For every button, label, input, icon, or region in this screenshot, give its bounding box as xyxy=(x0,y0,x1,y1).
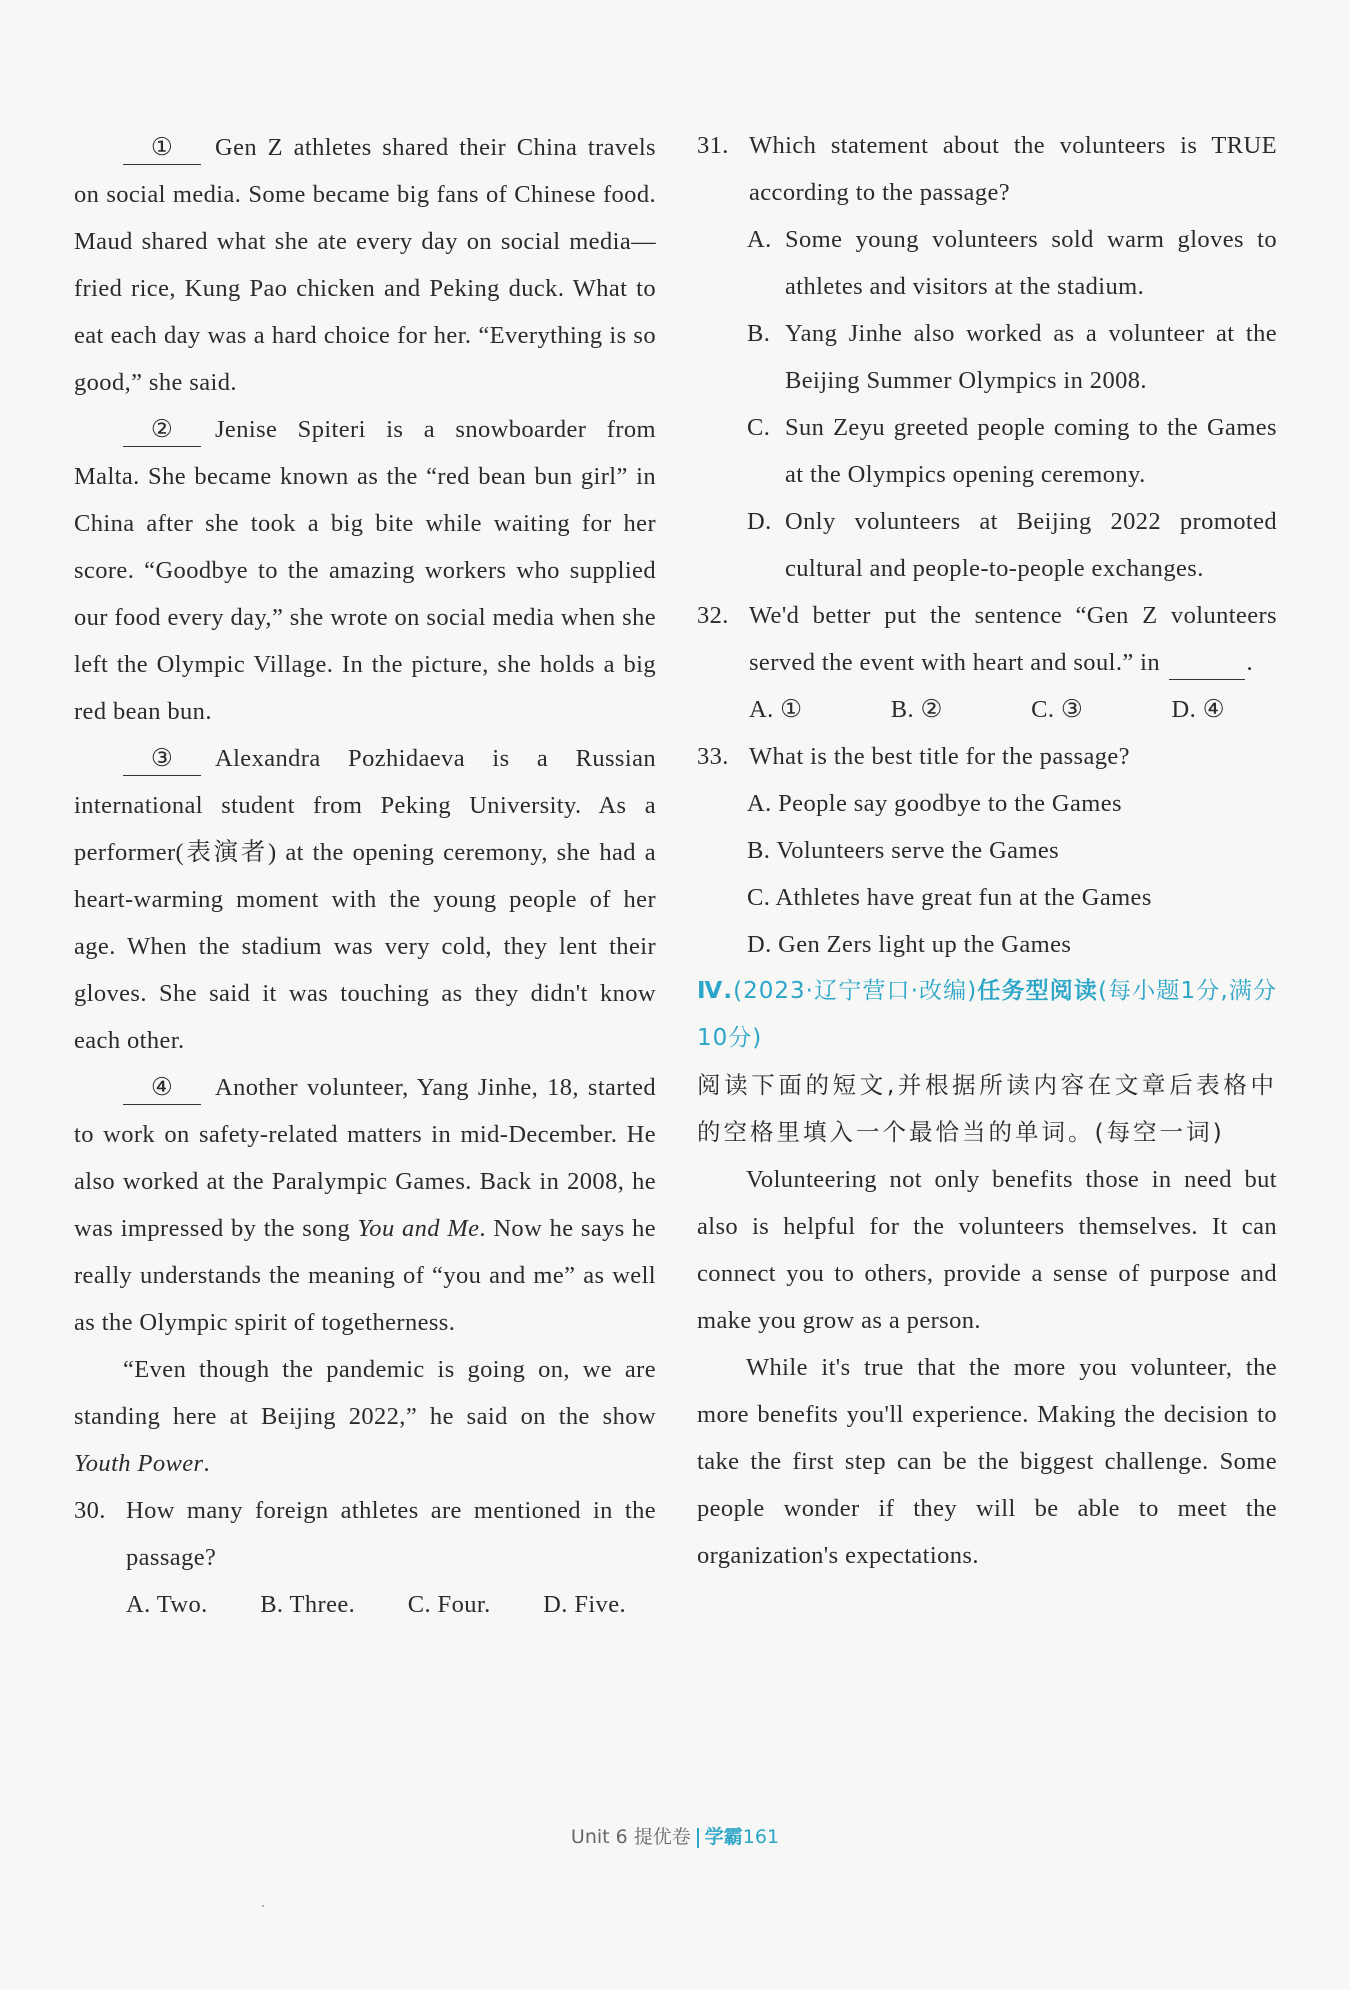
q31-option-a-label: A. xyxy=(747,226,772,253)
question-32-text-b: . xyxy=(1246,649,1254,676)
q30-option-a[interactable]: A. Two. xyxy=(126,1591,208,1618)
question-30-number: 30. xyxy=(74,1497,106,1524)
q31-option-b[interactable] xyxy=(697,310,1277,404)
instruction: 阅读下面的短文,并根据所读内容在文章后表格中的空格里填入一个最恰当的单词。(每空一词) xyxy=(697,1071,1277,1146)
section-score: (每小题1分,满分10分) xyxy=(697,978,1278,1051)
paragraph-3 xyxy=(74,735,656,1064)
q33-option-c[interactable]: C. Athletes have great fun at the Games xyxy=(747,884,1152,911)
blank-1: ① xyxy=(123,132,201,165)
question-31 xyxy=(697,122,1277,216)
q30-option-c[interactable]: C. Four. xyxy=(407,1591,491,1618)
section-source: (2023·辽宁营口·改编) xyxy=(733,978,978,1004)
q31-option-c-label: C. xyxy=(747,414,771,441)
show-title: Youth Power xyxy=(74,1450,204,1477)
page-footer xyxy=(0,1822,1350,1849)
page-number: 161 xyxy=(742,1826,780,1848)
paragraph-2-text: Jenise Spiteri is a snowboarder from Malta. She became known as the “red bean bun girl” in China after she took a big bite while waiting for her score. “Goodbye to the amazing workers who supplied our food every day,” she wrote on social media when she left the Olympic Village. In the picture, she holds a big red bean bun. xyxy=(74,416,656,725)
q31-option-b-label: B. xyxy=(747,320,771,347)
question-32 xyxy=(697,592,1277,686)
q31-option-c-text: Sun Zeyu greeted people coming to the Games at the Olympics opening ceremony. xyxy=(785,414,1277,488)
q33-option-b[interactable]: B. Volunteers serve the Games xyxy=(747,837,1060,864)
q31-option-d-label: D. xyxy=(747,508,772,535)
paragraph-5 xyxy=(74,1346,656,1487)
q30-option-d[interactable]: D. Five. xyxy=(543,1591,626,1618)
section-heading xyxy=(697,968,1277,1062)
q30-option-b[interactable]: B. Three. xyxy=(260,1591,356,1618)
q31-option-a[interactable] xyxy=(697,216,1277,310)
paragraph-4-text-a: Another volunteer, Yang Jinhe, 18, started to work on safety-related matters in mid-December. He also worked at the Paralympic Games. Back in 2008, he was impressed by the song xyxy=(74,1074,656,1242)
q31-option-a-text: Some young volunteers sold warm gloves to athletes and visitors at the stadium. xyxy=(785,226,1277,300)
footer-unit: Unit 6 提优卷 xyxy=(570,1826,691,1848)
q31-option-d[interactable] xyxy=(697,498,1277,592)
blank-2: ② xyxy=(123,414,201,447)
right-column xyxy=(697,122,1277,1579)
question-30-text: How many foreign athletes are mentioned in the passage? xyxy=(126,1497,656,1571)
section-roman: Ⅳ. xyxy=(697,978,734,1004)
question-33-text: What is the best title for the passage? xyxy=(749,743,1130,770)
blank-3: ③ xyxy=(123,743,201,776)
q31-option-c[interactable] xyxy=(697,404,1277,498)
blank-4: ④ xyxy=(123,1072,201,1105)
scan-speck xyxy=(262,1905,264,1907)
q32-option-a[interactable]: A. ① xyxy=(749,696,803,723)
paragraph-5-text-a: “Even though the pandemic is going on, we are standing here at Beijing 2022,” he said on the show xyxy=(74,1356,656,1430)
paragraph-1 xyxy=(74,124,656,406)
q32-option-d[interactable]: D. ④ xyxy=(1171,696,1225,723)
q32-option-c[interactable]: C. ③ xyxy=(1031,696,1084,723)
question-30-options xyxy=(74,1581,656,1628)
question-33 xyxy=(697,733,1277,780)
song-title: You and Me xyxy=(357,1215,480,1242)
q33-option-d[interactable]: D. Gen Zers light up the Games xyxy=(747,931,1072,958)
q33-option-a[interactable]: A. People say goodbye to the Games xyxy=(747,790,1122,817)
question-31-text: Which statement about the volunteers is TRUE according to the passage? xyxy=(749,132,1277,206)
paragraph-1-text: Gen Z athletes shared their China travels on social media. Some became big fans of Chinese food. Maud shared what she ate every day on social media—fried rice, Kung Pao chicken and Peking duck. What to eat each day was a hard choice for her. “Everything is so good,” she said. xyxy=(74,134,656,396)
footer-brand: 学霸 xyxy=(704,1826,743,1848)
reading-paragraph-2: While it's true that the more you volunteer, the more benefits you'll experience. Making the decision to take the first step can be the biggest challenge. Some people wonder if they will be able to meet the organization's expectations. xyxy=(697,1354,1277,1569)
question-32-number: 32. xyxy=(697,602,729,629)
q31-option-b-text: Yang Jinhe also worked as a volunteer at the Beijing Summer Olympics in 2008. xyxy=(785,320,1277,394)
question-33-number: 33. xyxy=(697,743,729,770)
left-column xyxy=(74,124,656,1628)
footer-divider xyxy=(697,1828,699,1848)
paragraph-3-text: Alexandra Pozhidaeva is a Russian international student from Peking University. As a performer(表演者) at the opening ceremony, she had a heart-warming moment with the young people of her age. When the stadium was very cold, they lent their gloves. She said it was touching as they didn't know each other. xyxy=(74,745,656,1054)
question-30 xyxy=(74,1487,656,1581)
question-31-number: 31. xyxy=(697,132,729,159)
section-type: 任务型阅读 xyxy=(977,978,1099,1004)
q32-option-b[interactable]: B. ② xyxy=(890,696,943,723)
answer-blank-32[interactable] xyxy=(1169,647,1245,680)
paragraph-5-text-b: . xyxy=(203,1450,210,1477)
question-32-options xyxy=(697,686,1277,733)
paragraph-2 xyxy=(74,406,656,735)
reading-paragraph-1: Volunteering not only benefits those in need but also is helpful for the volunteers themselves. It can connect you to others, provide a sense of purpose and make you grow as a person. xyxy=(697,1166,1277,1334)
question-32-text-a: We'd better put the sentence “Gen Z volunteers served the event with heart and soul.” in xyxy=(749,602,1277,676)
q31-option-d-text: Only volunteers at Beijing 2022 promoted cultural and people-to-people exchanges. xyxy=(785,508,1277,582)
paragraph-4-text-b: . Now he says he really understands the meaning of “you and me” as well as the Olympic spirit of togetherness. xyxy=(74,1215,656,1336)
paragraph-4 xyxy=(74,1064,656,1346)
